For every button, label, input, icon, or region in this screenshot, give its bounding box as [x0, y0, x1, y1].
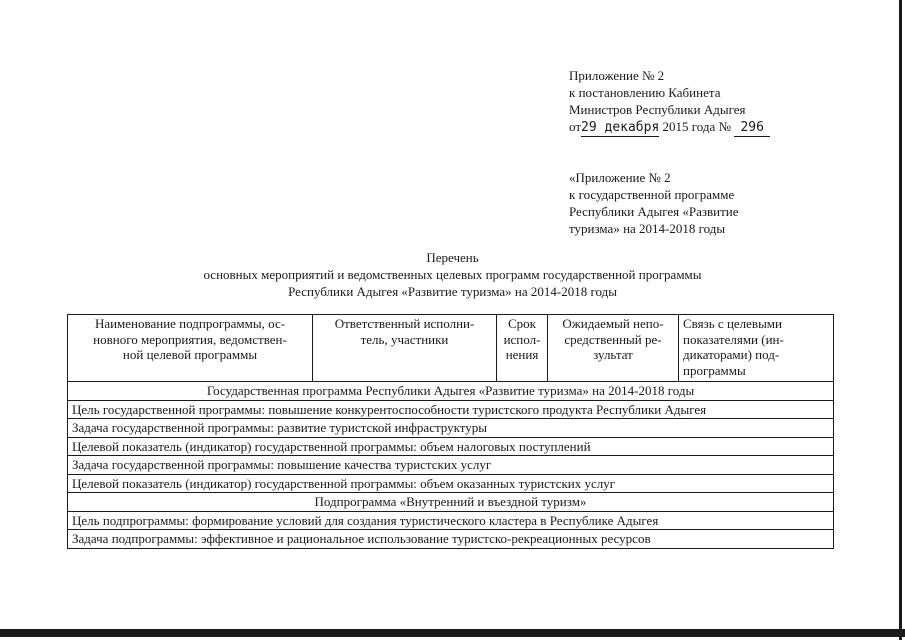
table-row: [68, 400, 834, 419]
title-line: основных мероприятий и ведомственных целевых программ государственной программы: [203, 267, 702, 282]
appendix-line: Приложение № 2: [569, 68, 665, 83]
handwritten-date: 29 декабря: [581, 120, 660, 135]
table-cell: Целевой показатель (индикатор) государственной программы: объем оказанных туристских услуг: [68, 474, 834, 493]
table-header-row: [68, 315, 834, 382]
appendix-line: туризма» на 2014-2018 годы: [569, 221, 726, 236]
program-title-cell: Государственная программа Республики Адыгея «Развитие туризма» на 2014-2018 годы: [68, 382, 834, 401]
title-line: Республики Адыгея «Развитие туризма» на 2014-2018 годы: [288, 284, 617, 299]
year-text: 2015 года №: [662, 119, 731, 134]
appendix-line: Республики Адыгея «Развитие: [569, 204, 739, 219]
table-cell: Цель государственной программы: повышение конкурентоспособности туристского продукта Республики Адыгея: [68, 400, 834, 419]
appendix-line: к постановлению Кабинета: [569, 85, 721, 100]
appendix-date-line: [569, 118, 770, 137]
header-subprogram-name: Наименование подпрограммы, ос- новного мероприятия, ведомствен- ной целевой программы: [68, 315, 313, 382]
header-term: Срок испол- нения: [497, 315, 548, 382]
measures-table: [67, 314, 834, 549]
table-row: [68, 419, 834, 438]
from-prefix: от: [569, 119, 582, 134]
table-row: [68, 530, 834, 549]
table-cell: Задача государственной программы: повышение качества туристских услуг: [68, 456, 834, 475]
table-row: [68, 511, 834, 530]
table-cell: Целевой показатель (индикатор) государственной программы: объем налоговых поступлений: [68, 437, 834, 456]
appendix-to-resolution: [569, 67, 770, 137]
appendix-line: «Приложение № 2: [569, 170, 671, 185]
table-row: [68, 474, 834, 493]
subprogram-title-cell: Подпрограмма «Внутренний и въездной туризм»: [68, 493, 834, 512]
header-indicators-link: Связь с целевыми показателями (ин- дикаторами) под- программы: [679, 315, 834, 382]
appendix-line: к государственной программе: [569, 187, 735, 202]
document-title: [0, 249, 905, 300]
handwritten-number: 296: [734, 119, 770, 137]
table-row: [68, 382, 834, 401]
appendix-to-program: [569, 169, 739, 237]
table-row: [68, 437, 834, 456]
table-cell: Задача государственной программы: развитие туристской инфраструктуры: [68, 419, 834, 438]
scan-edge-bottom: [0, 629, 905, 637]
title-line: Перечень: [426, 250, 479, 265]
table-row: [68, 456, 834, 475]
appendix-line: Министров Республики Адыгея: [569, 102, 746, 117]
table-cell: Задача подпрограммы: эффективное и рациональное использование туристско-рекреационных ресурсов: [68, 530, 834, 549]
table-cell: Цель подпрограммы: формирование условий для создания туристического кластера в Республике Адыгея: [68, 511, 834, 530]
scan-edge-right: [899, 0, 902, 640]
header-responsible: Ответственный исполни- тель, участники: [313, 315, 497, 382]
table-row: [68, 493, 834, 512]
header-expected-result: Ожидаемый непо- средственный ре- зультат: [548, 315, 679, 382]
